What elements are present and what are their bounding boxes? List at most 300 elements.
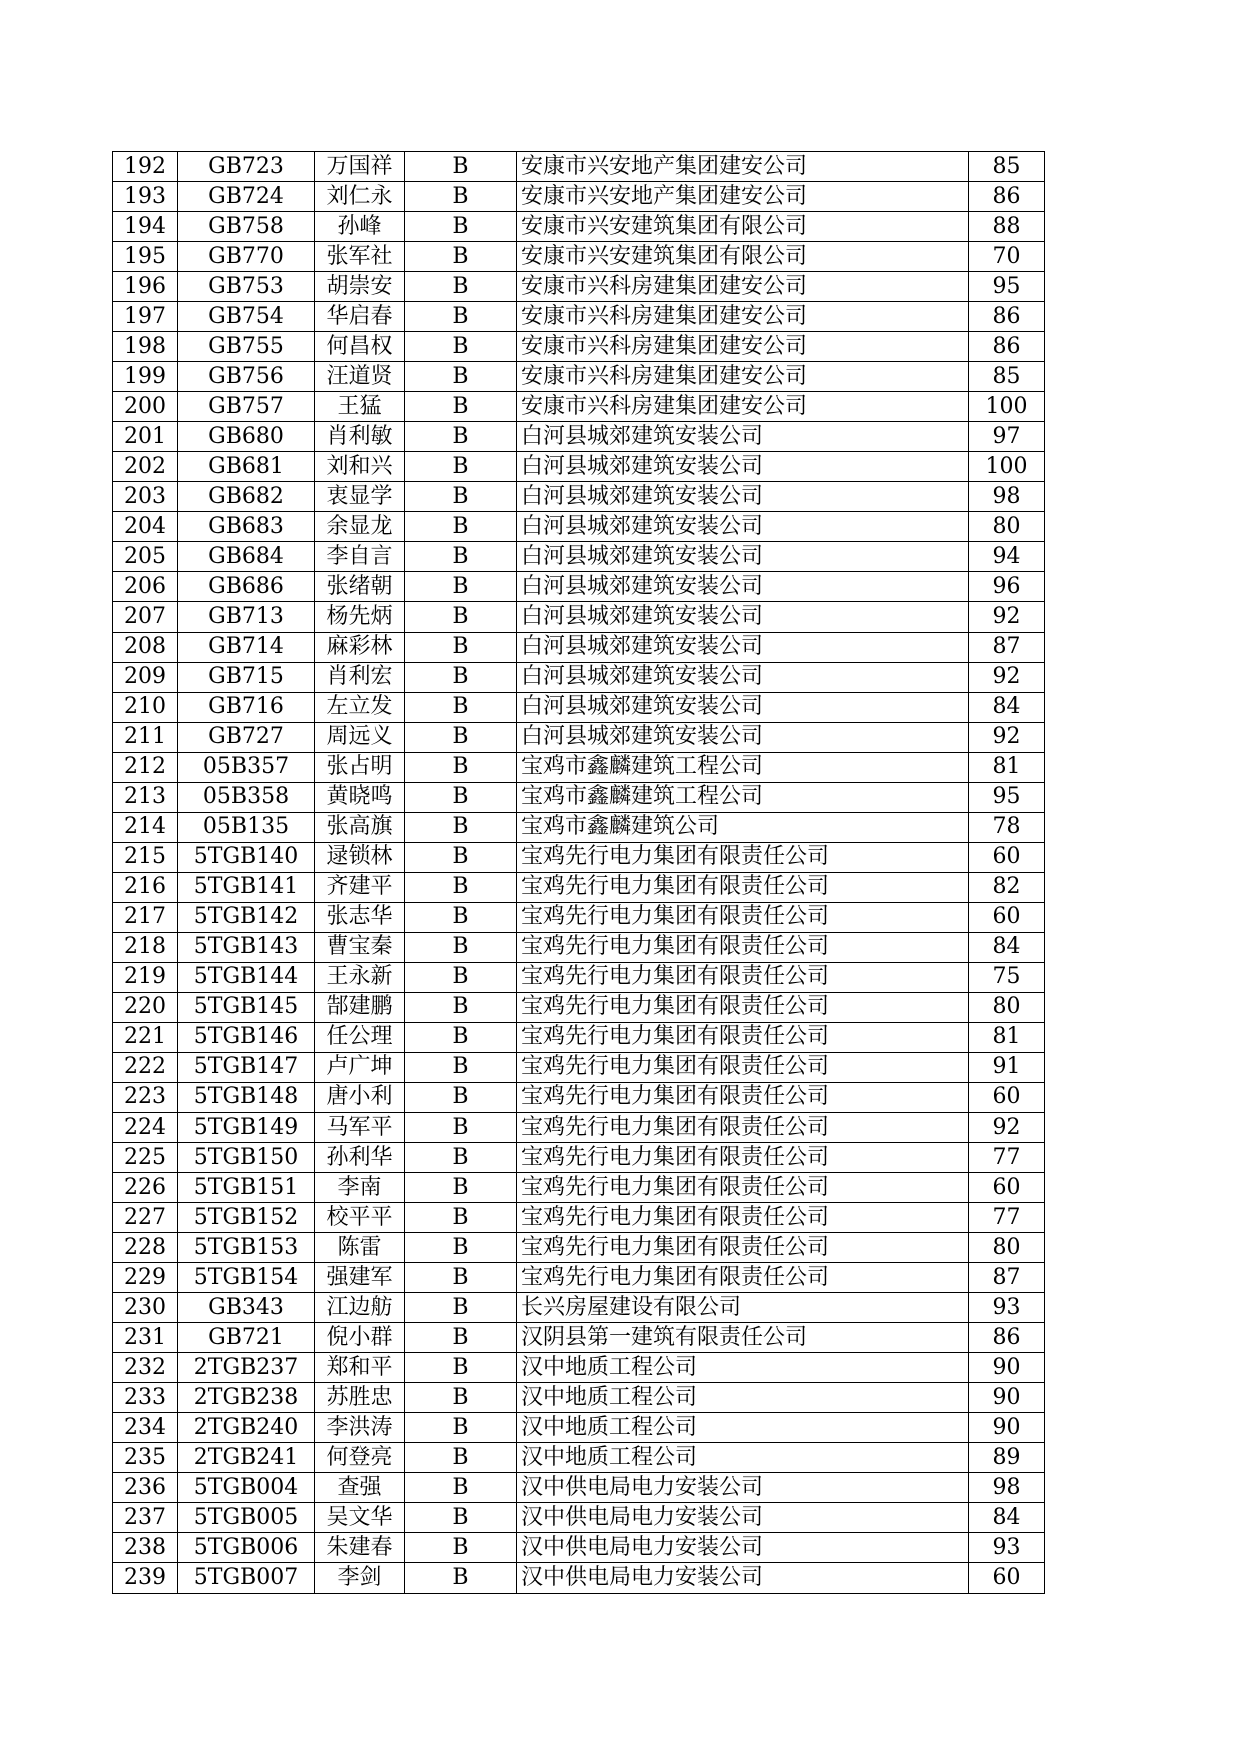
score-cell: 91 [969,1052,1045,1082]
cert-id-cell: 2TGB237 [178,1353,315,1383]
person-name-cell: 任公理 [315,1022,405,1052]
person-name-cell: 左立发 [315,692,405,722]
row-number-cell: 201 [113,422,178,452]
company-cell: 汉中地质工程公司 [517,1443,969,1473]
row-number-cell: 235 [113,1443,178,1473]
row-number-cell: 204 [113,512,178,542]
grade-cell: B [405,812,517,842]
score-cell: 60 [969,842,1045,872]
cert-id-cell: 5TGB144 [178,962,315,992]
score-cell: 93 [969,1533,1045,1563]
table-row [113,1173,1045,1203]
score-cell: 77 [969,1143,1045,1173]
score-cell: 80 [969,992,1045,1022]
person-name-cell: 华启春 [315,302,405,332]
company-cell: 宝鸡先行电力集团有限责任公司 [517,1022,969,1052]
row-number-cell: 200 [113,392,178,422]
company-cell: 安康市兴安地产集团建安公司 [517,182,969,212]
grade-cell: B [405,272,517,302]
cert-id-cell: 5TGB152 [178,1203,315,1233]
grade-cell: B [405,1323,517,1353]
row-number-cell: 220 [113,992,178,1022]
cert-id-cell: GB713 [178,602,315,632]
company-cell: 白河县城郊建筑安装公司 [517,542,969,572]
grade-cell: B [405,722,517,752]
person-name-cell: 张绪朝 [315,572,405,602]
row-number-cell: 227 [113,1203,178,1233]
score-cell: 100 [969,392,1045,422]
table-row [113,872,1045,902]
row-number-cell: 232 [113,1353,178,1383]
table-row [113,1293,1045,1323]
table-row [113,362,1045,392]
score-cell: 86 [969,182,1045,212]
person-name-cell: 陈雷 [315,1233,405,1263]
company-cell: 宝鸡先行电力集团有限责任公司 [517,962,969,992]
cert-id-cell: 05B357 [178,752,315,782]
table-row [113,392,1045,422]
table-row [113,662,1045,692]
cert-id-cell: GB756 [178,362,315,392]
person-name-cell: 孙峰 [315,212,405,242]
score-cell: 93 [969,1293,1045,1323]
table-row [113,1563,1045,1593]
table-row [113,1473,1045,1503]
table-row [113,632,1045,662]
grade-cell: B [405,542,517,572]
cert-id-cell: 5TGB143 [178,932,315,962]
grade-cell: B [405,872,517,902]
company-cell: 汉中地质工程公司 [517,1353,969,1383]
company-cell: 汉中地质工程公司 [517,1383,969,1413]
grade-cell: B [405,1533,517,1563]
company-cell: 安康市兴安建筑集团有限公司 [517,242,969,272]
grade-cell: B [405,512,517,542]
score-cell: 60 [969,1563,1045,1593]
cert-id-cell: 5TGB154 [178,1263,315,1293]
score-cell: 80 [969,1233,1045,1263]
company-cell: 白河县城郊建筑安装公司 [517,572,969,602]
score-cell: 94 [969,542,1045,572]
person-name-cell: 杨先炳 [315,602,405,632]
grade-cell: B [405,902,517,932]
row-number-cell: 225 [113,1143,178,1173]
table-row [113,302,1045,332]
score-cell: 92 [969,602,1045,632]
table-row [113,1203,1045,1233]
row-number-cell: 197 [113,302,178,332]
score-cell: 84 [969,1503,1045,1533]
person-name-cell: 衷显学 [315,482,405,512]
table-row [113,1503,1045,1533]
table-row [113,812,1045,842]
grade-cell: B [405,1473,517,1503]
grade-cell: B [405,662,517,692]
cert-id-cell: GB684 [178,542,315,572]
cert-id-cell: 05B135 [178,812,315,842]
person-name-cell: 王猛 [315,392,405,422]
person-name-cell: 苏胜忠 [315,1383,405,1413]
person-name-cell: 郑和平 [315,1353,405,1383]
cert-id-cell: GB721 [178,1323,315,1353]
table-row [113,1533,1045,1563]
score-cell: 84 [969,692,1045,722]
company-cell: 白河县城郊建筑安装公司 [517,452,969,482]
table-row [113,1323,1045,1353]
table-row [113,752,1045,782]
grade-cell: B [405,1173,517,1203]
cert-id-cell: 5TGB147 [178,1052,315,1082]
grade-cell: B [405,1203,517,1233]
data-table [112,151,1045,1594]
row-number-cell: 209 [113,662,178,692]
company-cell: 宝鸡先行电力集团有限责任公司 [517,1082,969,1112]
person-name-cell: 齐建平 [315,872,405,902]
company-cell: 宝鸡先行电力集团有限责任公司 [517,902,969,932]
person-name-cell: 麻彩林 [315,632,405,662]
grade-cell: B [405,1263,517,1293]
table-row [113,1143,1045,1173]
cert-id-cell: 2TGB241 [178,1443,315,1473]
score-cell: 82 [969,872,1045,902]
table-row [113,1383,1045,1413]
score-cell: 92 [969,662,1045,692]
row-number-cell: 208 [113,632,178,662]
company-cell: 宝鸡先行电力集团有限责任公司 [517,992,969,1022]
person-name-cell: 刘和兴 [315,452,405,482]
person-name-cell: 朱建春 [315,1533,405,1563]
person-name-cell: 张占明 [315,752,405,782]
cert-id-cell: 2TGB238 [178,1383,315,1413]
grade-cell: B [405,572,517,602]
company-cell: 安康市兴科房建集团建安公司 [517,332,969,362]
row-number-cell: 213 [113,782,178,812]
row-number-cell: 230 [113,1293,178,1323]
grade-cell: B [405,212,517,242]
grade-cell: B [405,422,517,452]
company-cell: 宝鸡先行电力集团有限责任公司 [517,1113,969,1143]
person-name-cell: 张高旗 [315,812,405,842]
company-cell: 宝鸡市鑫麟建筑工程公司 [517,782,969,812]
company-cell: 安康市兴科房建集团建安公司 [517,272,969,302]
company-cell: 安康市兴科房建集团建安公司 [517,362,969,392]
table-row [113,542,1045,572]
person-name-cell: 周远义 [315,722,405,752]
grade-cell: B [405,632,517,662]
row-number-cell: 210 [113,692,178,722]
score-cell: 84 [969,932,1045,962]
row-number-cell: 234 [113,1413,178,1443]
grade-cell: B [405,1233,517,1263]
person-name-cell: 倪小群 [315,1323,405,1353]
score-cell: 89 [969,1443,1045,1473]
grade-cell: B [405,782,517,812]
table-row [113,1113,1045,1143]
company-cell: 宝鸡市鑫麟建筑工程公司 [517,752,969,782]
table-row [113,722,1045,752]
cert-id-cell: 2TGB240 [178,1413,315,1443]
row-number-cell: 233 [113,1383,178,1413]
score-cell: 90 [969,1353,1045,1383]
cert-id-cell: 5TGB140 [178,842,315,872]
row-number-cell: 206 [113,572,178,602]
person-name-cell: 强建军 [315,1263,405,1293]
table-row [113,902,1045,932]
row-number-cell: 194 [113,212,178,242]
grade-cell: B [405,452,517,482]
score-cell: 60 [969,1173,1045,1203]
score-cell: 90 [969,1413,1045,1443]
person-name-cell: 孙利华 [315,1143,405,1173]
row-number-cell: 236 [113,1473,178,1503]
person-name-cell: 刘仁永 [315,182,405,212]
company-cell: 宝鸡先行电力集团有限责任公司 [517,1143,969,1173]
row-number-cell: 239 [113,1563,178,1593]
score-cell: 85 [969,152,1045,182]
table-row [113,242,1045,272]
cert-id-cell: GB757 [178,392,315,422]
table-row [113,1413,1045,1443]
row-number-cell: 217 [113,902,178,932]
score-cell: 95 [969,782,1045,812]
grade-cell: B [405,962,517,992]
table-row [113,1263,1045,1293]
row-number-cell: 224 [113,1113,178,1143]
cert-id-cell: 5TGB007 [178,1563,315,1593]
row-number-cell: 211 [113,722,178,752]
row-number-cell: 219 [113,962,178,992]
cert-id-cell: GB686 [178,572,315,602]
score-cell: 100 [969,452,1045,482]
cert-id-cell: GB343 [178,1293,315,1323]
grade-cell: B [405,152,517,182]
cert-id-cell: 5TGB153 [178,1233,315,1263]
score-cell: 88 [969,212,1045,242]
company-cell: 安康市兴科房建集团建安公司 [517,392,969,422]
score-cell: 86 [969,332,1045,362]
company-cell: 宝鸡先行电力集团有限责任公司 [517,1233,969,1263]
cert-id-cell: GB716 [178,692,315,722]
row-number-cell: 231 [113,1323,178,1353]
table-row [113,692,1045,722]
row-number-cell: 228 [113,1233,178,1263]
score-cell: 85 [969,362,1045,392]
table-row [113,1022,1045,1052]
company-cell: 安康市兴安建筑集团有限公司 [517,212,969,242]
table-row [113,932,1045,962]
cert-id-cell: 5TGB141 [178,872,315,902]
company-cell: 汉中供电局电力安装公司 [517,1503,969,1533]
grade-cell: B [405,1353,517,1383]
row-number-cell: 193 [113,182,178,212]
cert-id-cell: GB714 [178,632,315,662]
table-row [113,962,1045,992]
company-cell: 宝鸡先行电力集团有限责任公司 [517,1052,969,1082]
cert-id-cell: GB770 [178,242,315,272]
person-name-cell: 江边舫 [315,1293,405,1323]
grade-cell: B [405,932,517,962]
table-row [113,1082,1045,1112]
row-number-cell: 237 [113,1503,178,1533]
row-number-cell: 218 [113,932,178,962]
company-cell: 白河县城郊建筑安装公司 [517,482,969,512]
person-name-cell: 逯锁林 [315,842,405,872]
table-row [113,602,1045,632]
table-row [113,212,1045,242]
table-row [113,182,1045,212]
grade-cell: B [405,842,517,872]
row-number-cell: 229 [113,1263,178,1293]
table-row [113,992,1045,1022]
person-name-cell: 何昌权 [315,332,405,362]
company-cell: 宝鸡先行电力集团有限责任公司 [517,1263,969,1293]
score-cell: 80 [969,512,1045,542]
cert-id-cell: GB683 [178,512,315,542]
cert-id-cell: GB681 [178,452,315,482]
grade-cell: B [405,182,517,212]
score-cell: 70 [969,242,1045,272]
person-name-cell: 校平平 [315,1203,405,1233]
row-number-cell: 215 [113,842,178,872]
grade-cell: B [405,302,517,332]
score-cell: 81 [969,1022,1045,1052]
row-number-cell: 238 [113,1533,178,1563]
row-number-cell: 203 [113,482,178,512]
grade-cell: B [405,1143,517,1173]
table-row [113,332,1045,362]
cert-id-cell: 5TGB006 [178,1533,315,1563]
person-name-cell: 李自言 [315,542,405,572]
company-cell: 宝鸡先行电力集团有限责任公司 [517,872,969,902]
company-cell: 长兴房屋建设有限公司 [517,1293,969,1323]
cert-id-cell: 5TGB142 [178,902,315,932]
table-row [113,842,1045,872]
score-cell: 86 [969,302,1045,332]
grade-cell: B [405,1052,517,1082]
cert-id-cell: 5TGB146 [178,1022,315,1052]
company-cell: 宝鸡先行电力集团有限责任公司 [517,1173,969,1203]
row-number-cell: 196 [113,272,178,302]
table-row [113,1443,1045,1473]
person-name-cell: 李剑 [315,1563,405,1593]
person-name-cell: 肖利宏 [315,662,405,692]
company-cell: 安康市兴安地产集团建安公司 [517,152,969,182]
cert-id-cell: GB753 [178,272,315,302]
score-cell: 81 [969,752,1045,782]
grade-cell: B [405,1443,517,1473]
score-cell: 60 [969,1082,1045,1112]
cert-id-cell: 5TGB005 [178,1503,315,1533]
person-name-cell: 马军平 [315,1113,405,1143]
grade-cell: B [405,752,517,782]
grade-cell: B [405,362,517,392]
grade-cell: B [405,1503,517,1533]
grade-cell: B [405,242,517,272]
cert-id-cell: GB723 [178,152,315,182]
cert-id-cell: GB727 [178,722,315,752]
company-cell: 安康市兴科房建集团建安公司 [517,302,969,332]
company-cell: 汉中供电局电力安装公司 [517,1473,969,1503]
row-number-cell: 223 [113,1082,178,1112]
company-cell: 汉中供电局电力安装公司 [517,1563,969,1593]
table-body [113,152,1045,1594]
row-number-cell: 226 [113,1173,178,1203]
person-name-cell: 余显龙 [315,512,405,542]
person-name-cell: 曹宝秦 [315,932,405,962]
company-cell: 白河县城郊建筑安装公司 [517,632,969,662]
table-row [113,1233,1045,1263]
cert-id-cell: 5TGB148 [178,1082,315,1112]
grade-cell: B [405,992,517,1022]
grade-cell: B [405,1563,517,1593]
grade-cell: B [405,482,517,512]
score-cell: 92 [969,1113,1045,1143]
row-number-cell: 207 [113,602,178,632]
company-cell: 汉阴县第一建筑有限责任公司 [517,1323,969,1353]
cert-id-cell: 5TGB151 [178,1173,315,1203]
row-number-cell: 212 [113,752,178,782]
company-cell: 宝鸡先行电力集团有限责任公司 [517,842,969,872]
row-number-cell: 198 [113,332,178,362]
person-name-cell: 何登亮 [315,1443,405,1473]
grade-cell: B [405,332,517,362]
row-number-cell: 221 [113,1022,178,1052]
cert-id-cell: GB758 [178,212,315,242]
cert-id-cell: GB755 [178,332,315,362]
score-cell: 98 [969,1473,1045,1503]
grade-cell: B [405,1113,517,1143]
cert-id-cell: GB724 [178,182,315,212]
grade-cell: B [405,1413,517,1443]
company-cell: 宝鸡先行电力集团有限责任公司 [517,1203,969,1233]
score-cell: 78 [969,812,1045,842]
company-cell: 白河县城郊建筑安装公司 [517,602,969,632]
score-cell: 95 [969,272,1045,302]
company-cell: 白河县城郊建筑安装公司 [517,512,969,542]
row-number-cell: 205 [113,542,178,572]
company-cell: 白河县城郊建筑安装公司 [517,662,969,692]
cert-id-cell: 5TGB004 [178,1473,315,1503]
score-cell: 86 [969,1323,1045,1353]
table-row [113,452,1045,482]
person-name-cell: 唐小利 [315,1082,405,1112]
score-cell: 87 [969,632,1045,662]
company-cell: 白河县城郊建筑安装公司 [517,422,969,452]
row-number-cell: 216 [113,872,178,902]
table-row [113,482,1045,512]
grade-cell: B [405,1082,517,1112]
score-cell: 98 [969,482,1045,512]
row-number-cell: 222 [113,1052,178,1082]
cert-id-cell: 05B358 [178,782,315,812]
grade-cell: B [405,1022,517,1052]
cert-id-cell: GB715 [178,662,315,692]
grade-cell: B [405,602,517,632]
person-name-cell: 张志华 [315,902,405,932]
score-cell: 92 [969,722,1045,752]
score-cell: 77 [969,1203,1045,1233]
table-row [113,1052,1045,1082]
company-cell: 白河县城郊建筑安装公司 [517,722,969,752]
row-number-cell: 195 [113,242,178,272]
person-name-cell: 李南 [315,1173,405,1203]
cert-id-cell: GB682 [178,482,315,512]
cert-id-cell: GB680 [178,422,315,452]
person-name-cell: 卢广坤 [315,1052,405,1082]
score-cell: 96 [969,572,1045,602]
company-cell: 宝鸡先行电力集团有限责任公司 [517,932,969,962]
person-name-cell: 王永新 [315,962,405,992]
